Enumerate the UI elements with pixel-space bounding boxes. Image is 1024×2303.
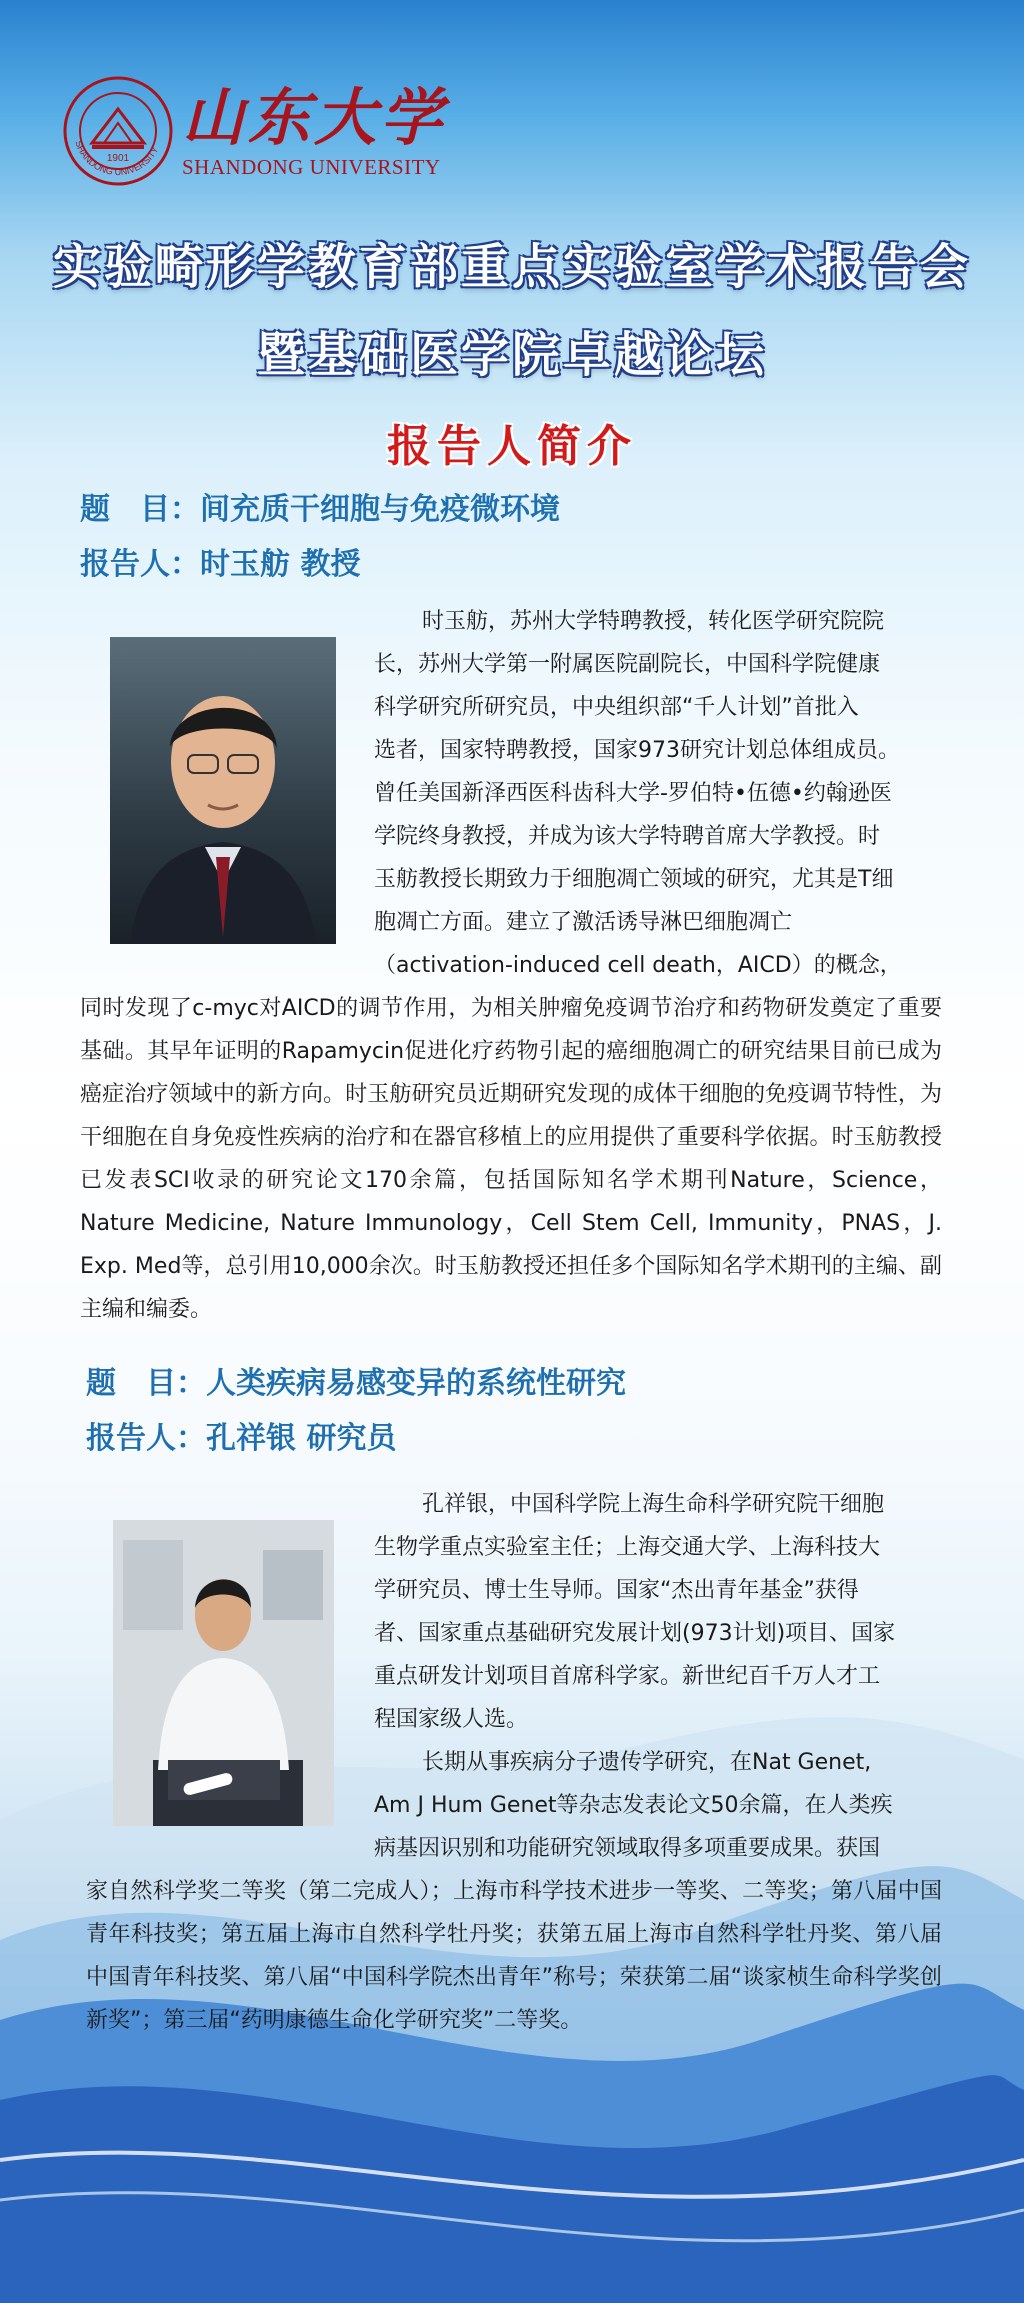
seal-ring-text: SHANDONG UNIVERSITY — [73, 139, 161, 178]
speaker1-name: 报告人：时玉舫 教授 — [80, 547, 361, 582]
university-seal-icon — [62, 75, 174, 187]
speaker2-topic: 题 目：人类疾病易感变异的系统性研究 — [86, 1366, 626, 1401]
speaker1-bio-line: 科学研究所研究员，中央组织部“千人计划”首批入 — [374, 695, 859, 720]
speaker2-bio-line: 程国家级人选。 — [374, 1707, 529, 1732]
university-name-en: SHANDONG UNIVERSITY — [182, 154, 441, 179]
main-title-line1: 实验畸形学教育部重点实验室学术报告会 — [52, 239, 971, 295]
speaker2-bio-continued: 家自然科学奖二等奖（第二完成人）；上海市科学技术进步一等奖、二等奖；第八届中国青年科技奖；第五届上海市自然科学牡丹奖；获第五届上海市自然科学牡丹奖、第八届中国青年科技奖、第八届“中国科学院杰出青年”称号；荣获第二届“谈家桢生命科学奖创新奖”；第三届“药明康德生命化学研究奖”二等奖。 — [86, 1879, 942, 2033]
section-title: 报告人简介 — [387, 421, 637, 472]
university-name-cn: 山东大学 — [182, 80, 447, 154]
speaker2-bio-line: 孔祥银，中国科学院上海生命科学研究院干细胞 — [422, 1492, 885, 1517]
speaker1-bio-line: 长，苏州大学第一附属医院副院长，中国科学院健康 — [374, 652, 881, 677]
speaker1-photo — [110, 637, 336, 944]
speaker1-bio-line: 玉舫教授长期致力于细胞凋亡领域的研究，尤其是T细 — [374, 867, 894, 892]
speaker1-bio-line: 曾任美国新泽西医科齿科大学-罗伯特•伍德•约翰逊医 — [374, 781, 892, 806]
speaker2-bio-line: 学研究员、博士生导师。国家“杰出青年基金”获得 — [374, 1578, 859, 1603]
seal-year: 1901 — [106, 153, 130, 164]
speaker2-bio-line: 重点研发计划项目首席科学家。新世纪百千万人才工 — [374, 1664, 881, 1689]
speaker2-bio-line: 病基因识别和功能研究领域取得多项重要成果。获国 — [374, 1836, 881, 1861]
speaker2-name: 报告人：孔祥银 研究员 — [86, 1421, 397, 1456]
speaker2-bio-line: 者、国家重点基础研究发展计划(973计划)项目、国家 — [374, 1621, 896, 1646]
main-title-line2: 暨基础医学院卓越论坛 — [256, 327, 767, 383]
speaker1-bio-line: 时玉舫，苏州大学特聘教授，转化医学研究院院 — [422, 609, 885, 634]
speaker1-bio-line: 选者，国家特聘教授，国家973研究计划总体组成员。 — [374, 738, 900, 763]
speaker1-bio-line: 胞凋亡方面。建立了激活诱导淋巴细胞凋亡 — [374, 910, 793, 935]
speaker1-bio-line: 学院终身教授，并成为该大学特聘首席大学教授。时 — [374, 824, 881, 849]
speaker2-bio-line: 长期从事疾病分子遗传学研究，在Nat Genet, — [422, 1750, 872, 1775]
speaker1-bio-continued: 同时发现了c-myc对AICD的调节作用，为相关肿瘤免疫调节治疗和药物研发奠定了重要基础。其早年证明的Rapamycin促进化疗药物引起的癌细胞凋亡的研究结果目前已成为癌症治疗领域中的新方向。时玉舫研究员近期研究发现的成体干细胞的免疫调节特性，为干细胞在自身免疫性疾病的治疗和在器官移植上的应用提供了重要科学依据。时玉舫教授已发表SCI收录的研究论文170余篇，包括国际知名学术期刊Nature，Science，Nature Medicine, Nature Immunology，Cell Stem Cell, Immunity，PNAS，J. Exp. Med等，总引用10,000余次。时玉舫教授还担任多个国际知名学术期刊的主编、副主编和编委。 — [80, 996, 942, 1322]
speaker2-photo — [113, 1520, 334, 1826]
speaker1-bio-line: （activation-induced cell death，AICD）的概念， — [374, 953, 902, 978]
speaker1-topic: 题 目：间充质干细胞与免疫微环境 — [80, 492, 560, 527]
speaker2-bio-line: Am J Hum Genet等杂志发表论文50余篇，在人类疾 — [374, 1793, 893, 1818]
university-logo — [62, 75, 446, 187]
speaker2-bio-line: 生物学重点实验室主任；上海交通大学、上海科技大 — [374, 1535, 881, 1560]
